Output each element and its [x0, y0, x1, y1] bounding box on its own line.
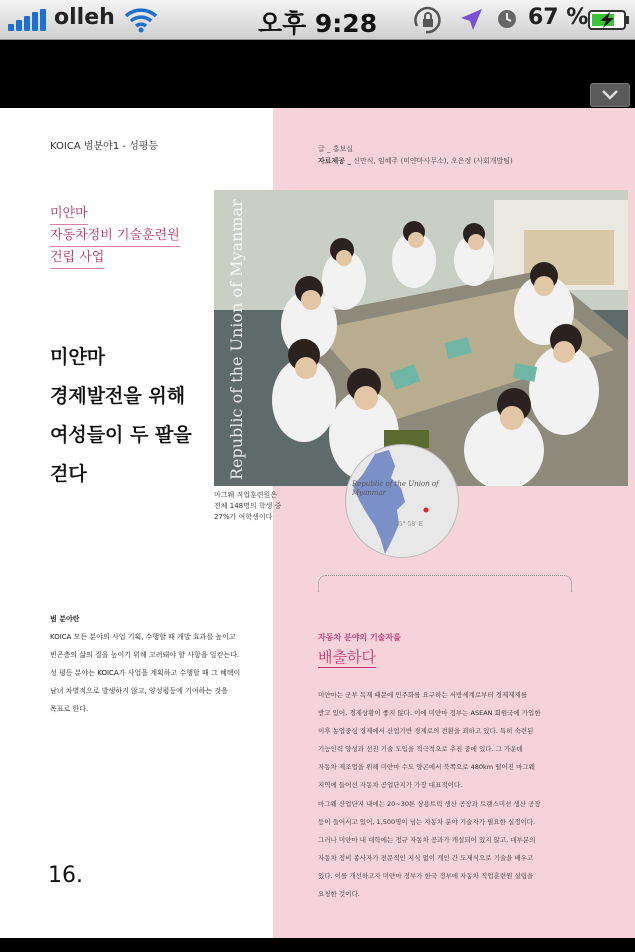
body-line: 이후 농업중심 경제에서 산업기반 경제로의 전환을 꾀하고 있다. 특히 숙련된	[318, 727, 534, 736]
map-label-line: Republic of the Union of	[352, 480, 439, 488]
note-line: 목표로 한다.	[50, 705, 89, 713]
dotted-bracket	[318, 575, 572, 592]
body-line: 자동차 제조업을 위해 미얀마 수도 양곤에서 북쪽으로 480km 떨어진 마그웨	[318, 763, 535, 772]
clock-time: 오후 9:28	[257, 9, 378, 38]
battery-percent: 67 %	[528, 5, 589, 30]
battery-charging-icon	[588, 10, 630, 30]
sidebar-note	[50, 610, 260, 718]
headline-line: 경제발전을 위해	[50, 385, 186, 407]
subtitle-line: 건립 사업	[50, 247, 104, 269]
headline-line: 미얀마	[50, 346, 106, 368]
note-title: 범 분야란	[50, 615, 80, 623]
magazine-page[interactable]	[0, 108, 635, 938]
article-headline	[50, 338, 192, 494]
carrier-name: olleh	[54, 5, 115, 30]
section-header: KOICA 범분야1 - 성평등	[50, 141, 159, 152]
note-line: 남녀 차별적으로 발생하지 않고, 양성평등에 기여하는 것을	[50, 687, 228, 695]
credit-author: 글 _ 홍보실	[318, 145, 353, 153]
body-line: 자동차 정비 종사자가 전문적인 지식 없이 개인 간 도제식으로 기술을 배우고	[318, 853, 534, 862]
headline-line: 걷다	[50, 463, 87, 485]
rotation-lock-icon	[412, 6, 444, 34]
body-line: 요청한 것이다.	[318, 890, 360, 899]
caption-line: 마그웨 직업훈련원은	[214, 491, 278, 499]
classroom-photo	[214, 190, 628, 486]
note-line: KOICA 모든 분야의 사업 기획, 수행할 때 개발 효과를 높이고	[50, 633, 236, 641]
menu-toggle-button[interactable]	[590, 83, 630, 107]
caption-line: 전체 148명의 학생 중	[214, 502, 282, 510]
myanmar-map-icon	[345, 444, 457, 556]
article-body	[318, 686, 572, 903]
status-bar	[0, 0, 635, 40]
map-label-line: Myanmar	[352, 489, 386, 497]
map-coordinate: 95° 58' E	[395, 521, 424, 528]
reader-toolbar	[0, 40, 635, 108]
section-heading: 배출하다	[318, 648, 376, 666]
credit-label: 자료제공 _	[318, 157, 351, 165]
photo-vertical-caption: Republic of the Union of Myanmar	[227, 199, 246, 480]
body-line: 지역에 들어선 자동차 공업단지가 가장 대표적이다.	[318, 781, 463, 790]
photo-caption	[214, 490, 281, 523]
caption-line: 27%가 여학생이다	[214, 513, 273, 521]
page-number: 16.	[48, 863, 83, 888]
subtitle-line: 자동차정비 기술훈련원	[50, 225, 180, 247]
credit-source: 신만식, 임혜주 (미얀마사무소), 오은정 (사회개발팀)	[353, 157, 513, 165]
chevron-down-icon	[591, 84, 629, 106]
article-subtitle	[50, 203, 180, 269]
photo-vertical-text	[214, 190, 254, 486]
body-line: 그러나 미얀마 내 대학에는 정규 자동차 공과가 개설되어 있지 않고, 대부분의	[318, 835, 536, 844]
headline-line: 여성들이 두 팔을	[50, 424, 192, 446]
map-label	[352, 480, 439, 498]
body-line: 받고 있어, 경제상황이 좋지 않다. 이에 미얀마 정부는 ASEAN 회원국에 가입한	[318, 709, 541, 718]
body-line: 마그웨 산업단지 내에는 20~30톤 상용트럭 생산 공장과 트랜스미션 생산 공장	[318, 799, 541, 808]
note-line: 빈곤층의 삶의 질을 높이기 위해 고려돼야 할 사항을 일컫는다.	[50, 651, 240, 659]
alarm-icon	[496, 8, 518, 30]
body-line: 미얀마는 군부 독재 때문에 민주화를 요구하는 서방세계로부터 경제제재를	[318, 691, 528, 699]
body-line: 있다. 이를 개선하고자 미얀마 정부가 한국 정부에 자동차 직업훈련원 설립을	[318, 871, 534, 880]
bottom-bar	[0, 938, 635, 952]
subtitle-line: 미얀마	[50, 203, 88, 225]
section-kicker: 자동차 분야의 기술자를	[318, 633, 401, 642]
credit-block	[318, 143, 513, 167]
note-line: 성 평등 분야는 KOICA가 사업을 계획하고 수행할 때 그 혜택이	[50, 669, 241, 677]
body-line: 등이 들어서고 있어, 1,500명이 넘는 자동차 분야 기술자가 필요한 실정이다.	[318, 817, 536, 826]
location-icon	[458, 7, 484, 33]
body-line: 기능인력 양성과 선진 기술 도입을 적극적으로 추진 중에 있다. 그 가운데	[318, 745, 523, 754]
